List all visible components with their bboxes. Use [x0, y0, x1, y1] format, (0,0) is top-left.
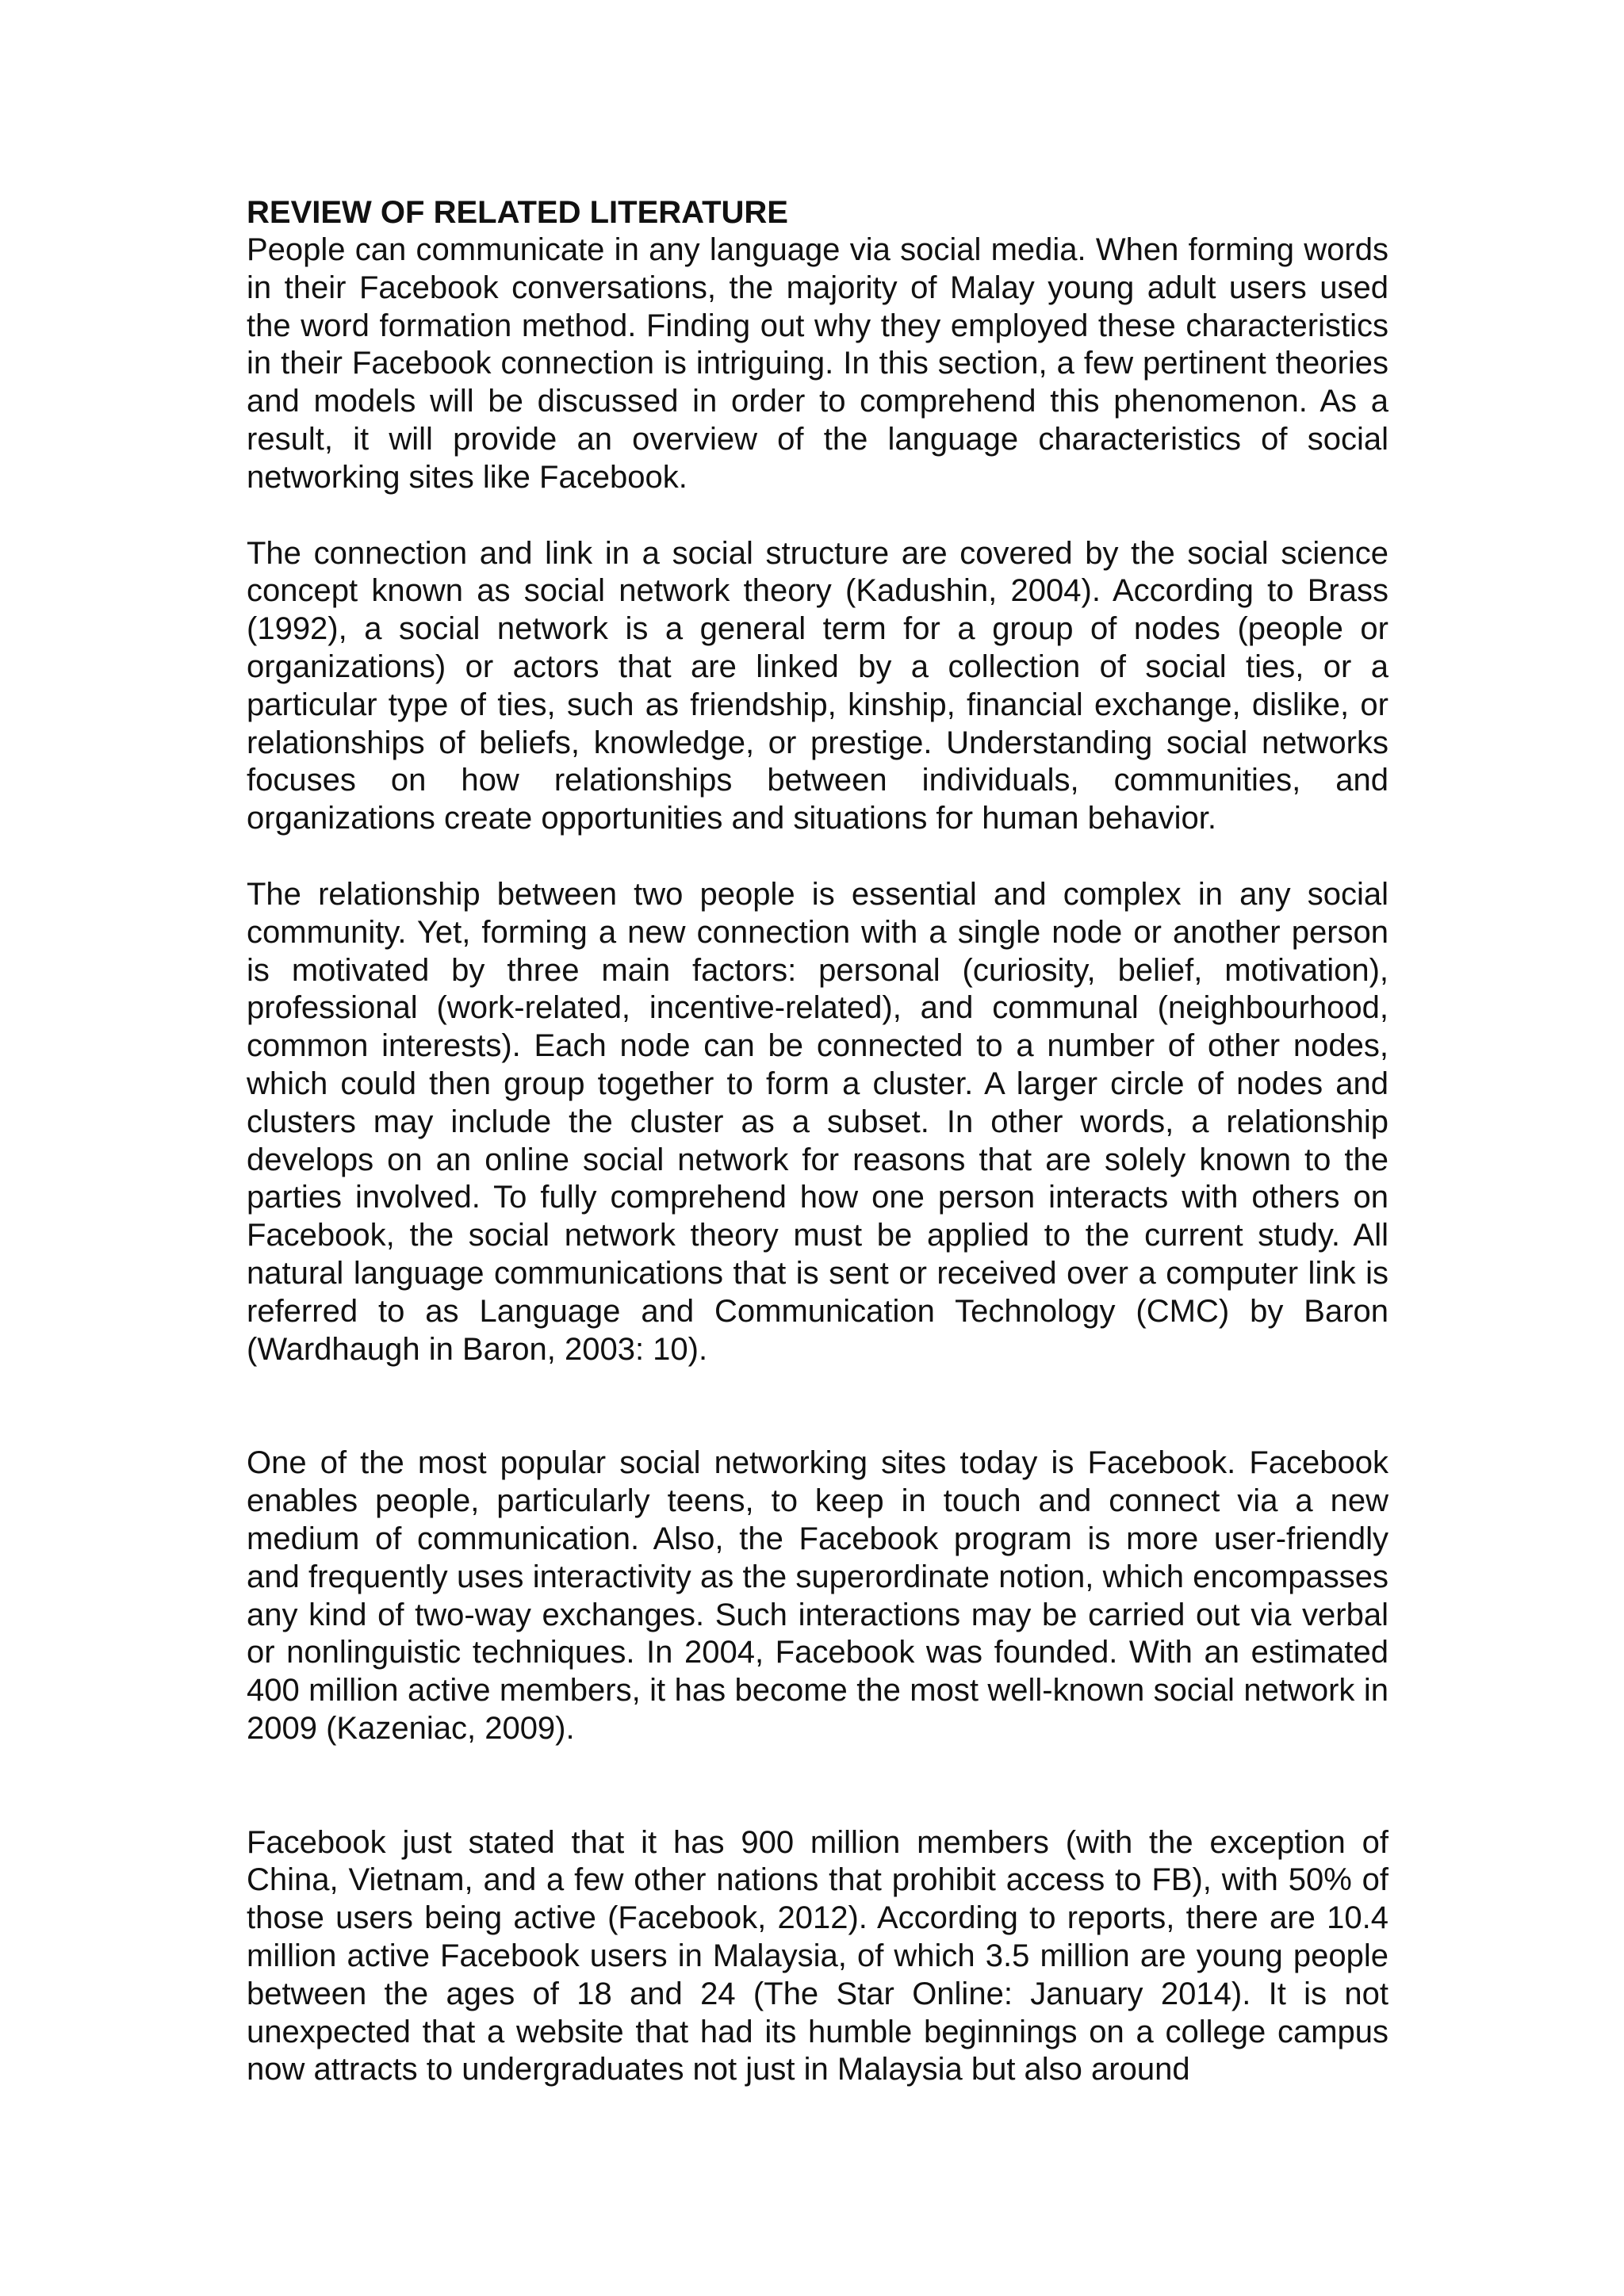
paragraph-social-media-language: People can communicate in any language via social media. When forming words in their Facebook conversations, the majority of Malay young adult users used the word formation method. Finding out why they employed these characteristics in their Facebook connection is intriguing. In this section, a few pertinent theories and models will be discussed in order to comprehend this phenomenon. As a result, it will provide an overview of the language characteristics of social networking sites like Facebook.: [247, 232, 1388, 495]
paragraph-social-network-theory: The connection and link in a social structure are covered by the social science concept known as social network theory (Kadushin, 2004). According to Brass (1992), a social network is a general term for a group of nodes (people or organizations) or actors that are linked by a collection of social ties, or a particular type of ties, such as friendship, kinship, financial exchange, dislike, or relationships of beliefs, knowledge, or prestige. Understanding social networks focuses on how relationships between individuals, communities, and organizations create opportunities and situations for human behavior.: [247, 535, 1388, 836]
section-heading: REVIEW OF RELATED LITERATURE: [247, 195, 788, 230]
document-body: [247, 193, 1388, 2089]
paragraph-facebook-popularity: One of the most popular social networking sites today is Facebook. Facebook enables people, particularly teens, to keep in touch and connect via a new medium of communication. Also, the Facebook program is more user-friendly and frequently uses interactivity as the superordinate notion, which encompasses any kind of two-way exchanges. Such interactions may be carried out via verbal or nonlinguistic techniques. In 2004, Facebook was founded. With an estimated 400 million active members, it has become the most well-known social network in 2009 (Kazeniac, 2009).: [247, 1445, 1388, 1746]
paragraph-relationships-and-cmc: The relationship between two people is essential and complex in any social community. Yet, forming a new connection with a single node or another person is motivated by three main factors: personal (curiosity, belief, motivation), professional (work-related, incentive-related), and communal (neighbourhood, common interests). Each node can be connected to a number of other nodes, which could then group together to form a cluster. A larger circle of nodes and clusters may include the cluster as a subset. In other words, a relationship develops on an online social network for reasons that are solely known to the parties involved. To fully comprehend how one person interacts with others on Facebook, the social network theory must be applied to the current study. All natural language communications that is sent or received over a computer link is referred to as Language and Communication Technology (CMC) by Baron (Wardhaugh in Baron, 2003: 10).: [247, 876, 1388, 1367]
paragraph-facebook-statistics: Facebook just stated that it has 900 million members (with the exception of China, Vietnam, and a few other nations that prohibit access to FB), with 50% of those users being active (Facebook, 2012). According to reports, there are 10.4 million active Facebook users in Malaysia, of which 3.5 million are young people between the ages of 18 and 24 (The Star Online: January 2014). It is not unexpected that a website that had its humble beginnings on a college campus now attracts to undergraduates not just in Malaysia but also around: [247, 1824, 1388, 2087]
